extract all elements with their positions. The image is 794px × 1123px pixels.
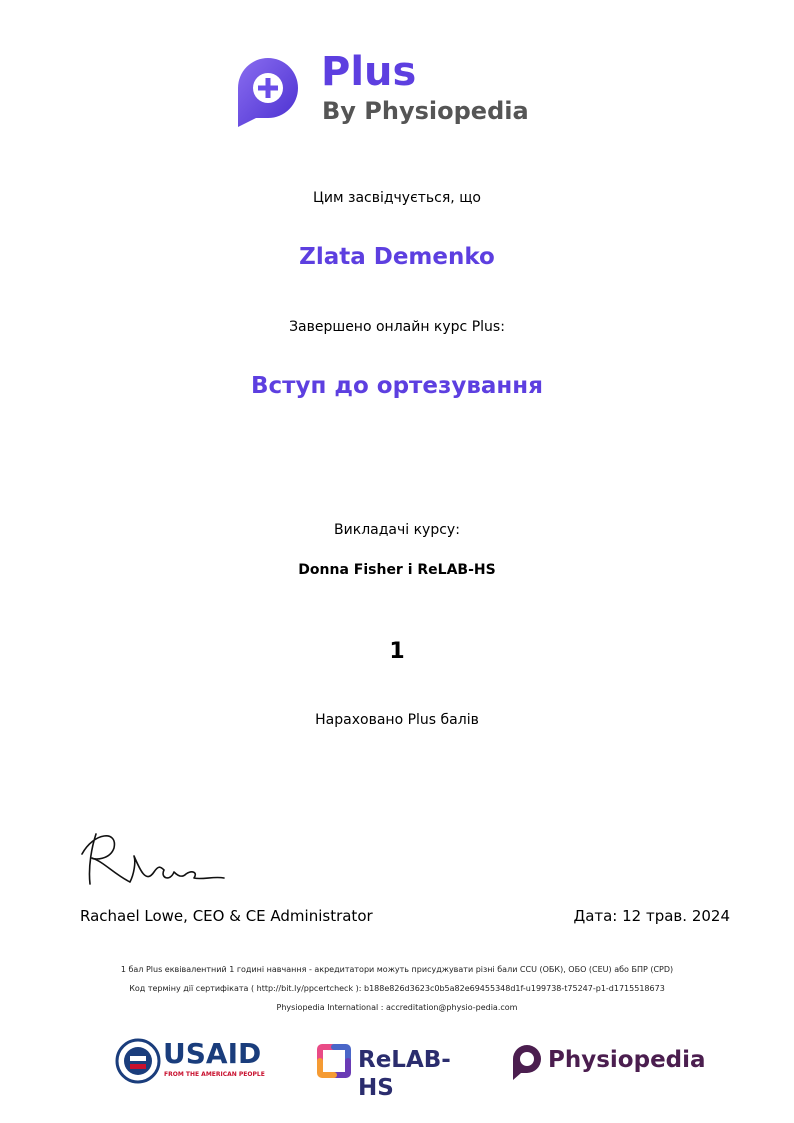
- points-value: 1: [389, 639, 405, 664]
- usaid-seal-icon: [115, 1038, 161, 1084]
- plus-logo-icon: [234, 52, 300, 132]
- signer-name: Rachael Lowe, CEO & CE Administrator: [80, 907, 373, 925]
- usaid-logo: [115, 1038, 267, 1084]
- relab-word: ReLAB-HS: [358, 1047, 451, 1101]
- instructors-label: Викладачі курсу:: [334, 522, 460, 538]
- usaid-word: USAID: [163, 1037, 262, 1070]
- points-label: Нараховано Plus балів: [315, 712, 479, 728]
- instructors-names: Donna Fisher і ReLAB-HS: [298, 562, 496, 578]
- physiopedia-icon: [510, 1042, 544, 1082]
- plus-logo: [234, 49, 534, 132]
- course-title: Вступ до ортезування: [251, 373, 543, 399]
- partner-logos: [0, 1036, 794, 1101]
- logo-word: Plus: [321, 49, 417, 95]
- footer-note-cert-code: Код терміну дії сертифіката ( http://bit.ly/ppcertcheck ): b188e826d3623c0b5a82e69455348d1f-u199738-t75247-p1-d1715518673: [129, 984, 665, 993]
- issue-date: Дата: 12 трав. 2024: [573, 907, 730, 925]
- recipient-name: Zlata Demenko: [299, 244, 495, 270]
- usaid-tagline: FROM THE AMERICAN PEOPLE: [164, 1071, 265, 1078]
- relab-hs-logo: [316, 1040, 471, 1101]
- relab-hs-icon: [316, 1043, 352, 1079]
- physiopedia-logo: [510, 1040, 706, 1082]
- logo-tagline: By Physiopedia: [322, 97, 529, 125]
- physiopedia-word: Physiopedia: [548, 1047, 706, 1073]
- footer-note-points: 1 бал Plus еквівалентний 1 годині навчання - акредитатори можуть присуджувати різні бали CCU (ОБК), ОБО (CEU) або БПР (CPD): [120, 965, 674, 974]
- handwritten-signature: [74, 826, 234, 888]
- footer-note-contact: Physiopedia International : accreditation@physio-pedia.com: [276, 1003, 518, 1012]
- completed-label: Завершено онлайн курс Plus:: [289, 319, 505, 335]
- intro-text: Цим засвідчується, що: [313, 190, 481, 206]
